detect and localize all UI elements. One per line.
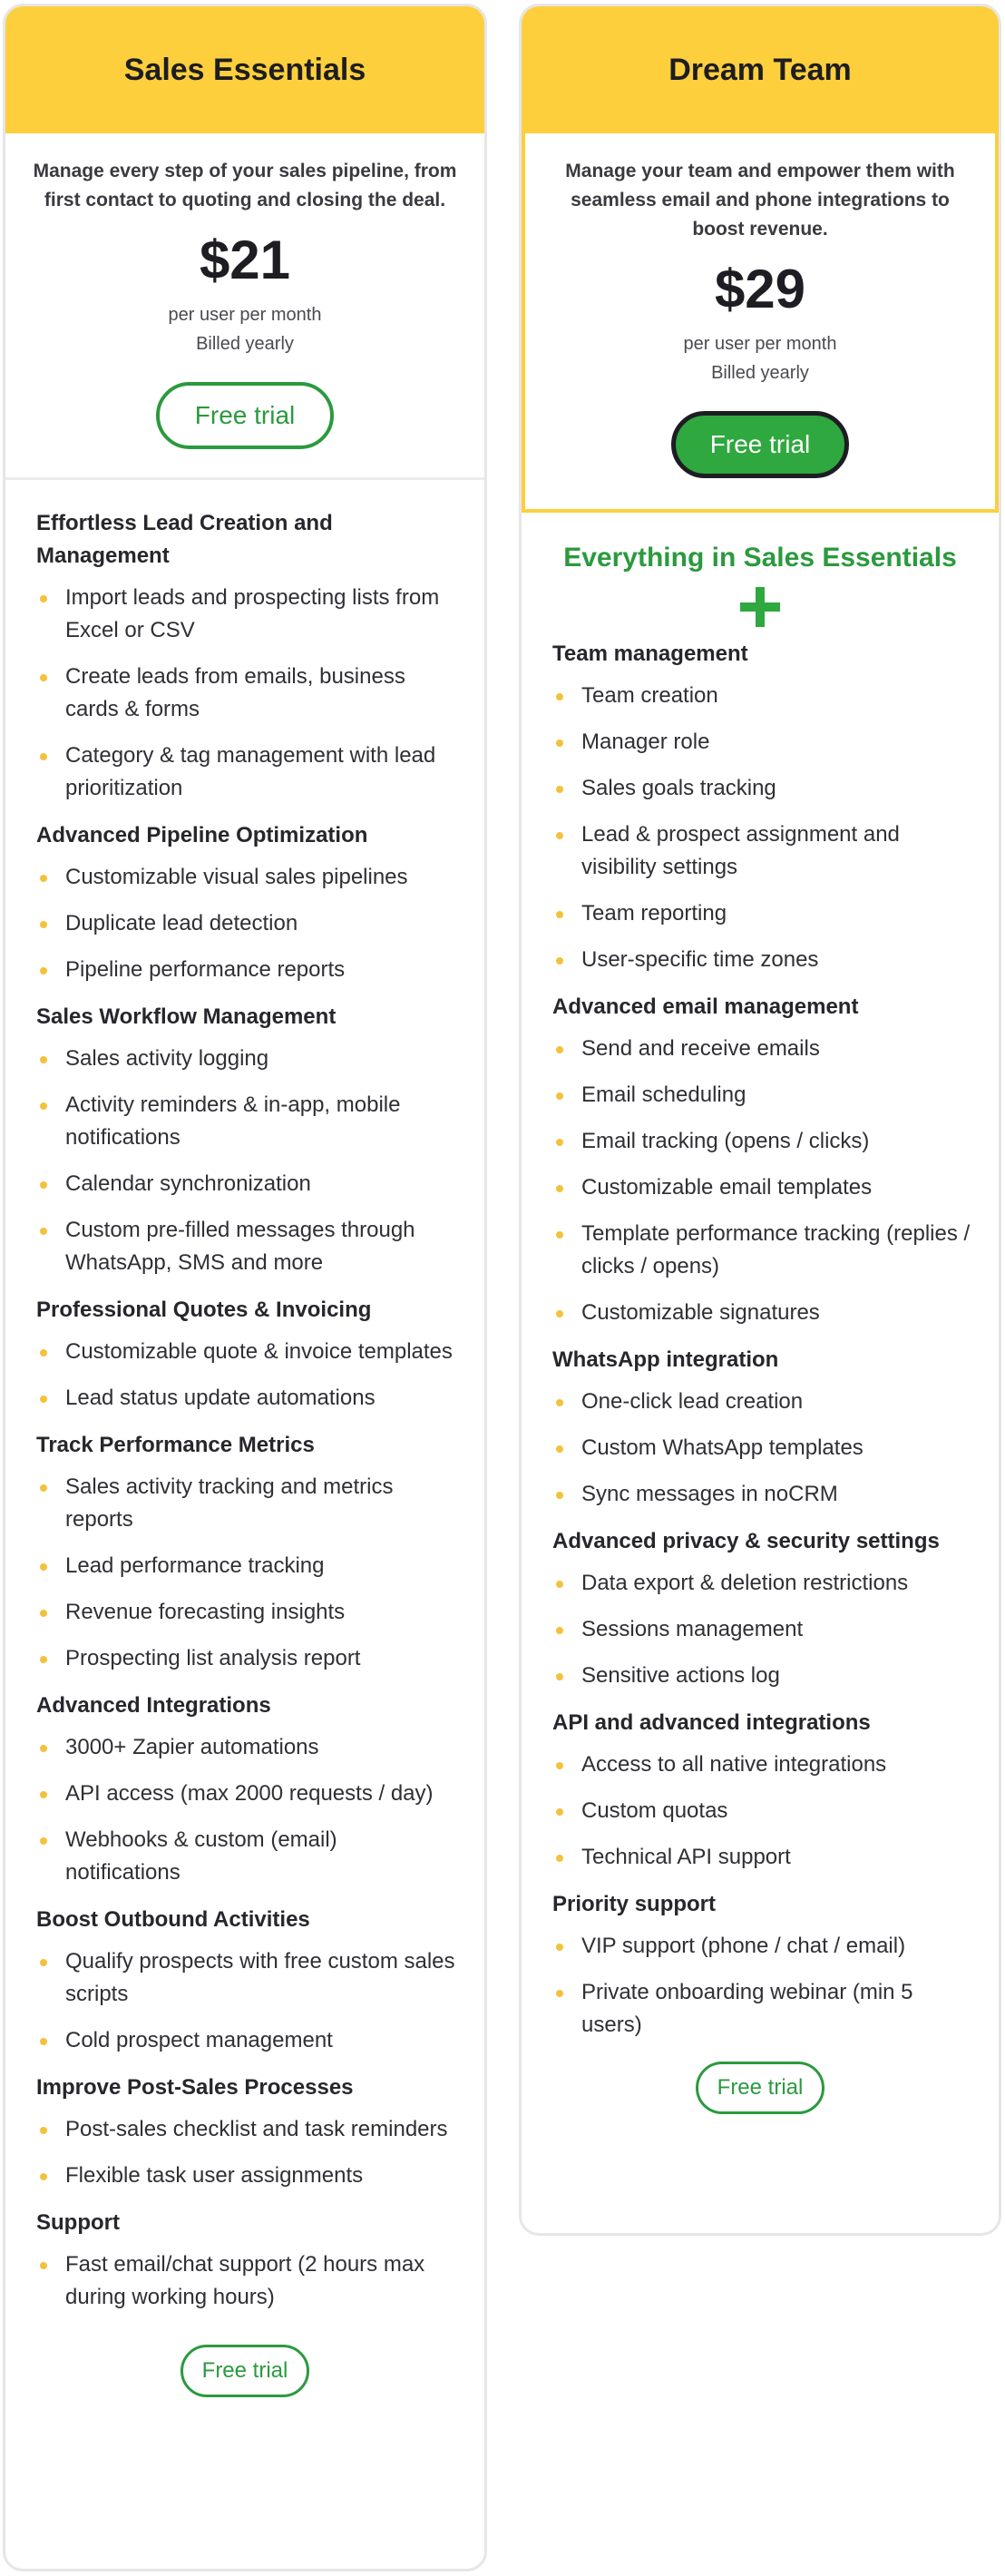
feature-items: [36, 1945, 484, 2057]
feature-items: [36, 582, 484, 805]
feature-section-title: Improve Post-Sales Processes: [36, 2075, 354, 2100]
feature-item: Custom quotas: [552, 1795, 999, 1827]
plan-price: $21: [199, 230, 291, 290]
feature-section: [36, 507, 484, 805]
feature-item: Sessions management: [552, 1613, 999, 1646]
bottom-cta: [5, 2345, 484, 2397]
feature-section: [36, 1429, 484, 1675]
feature-section-title: Effortless Lead Creation and Management: [36, 511, 333, 568]
feature-item: Activity reminders & in-app, mobile notifications: [36, 1089, 484, 1154]
feature-items: [36, 861, 484, 986]
feature-section: [36, 1001, 484, 1279]
free-trial-button[interactable]: Free trial: [671, 411, 849, 478]
feature-item: API access (max 2000 requests / day): [36, 1778, 484, 1810]
billing-period: Billed yearly: [711, 363, 809, 383]
feature-section: [552, 991, 999, 1329]
feature-item: Customizable signatures: [552, 1297, 999, 1329]
feature-item: Import leads and prospecting lists from Excel or CSV: [36, 582, 484, 647]
feature-items: [552, 1386, 999, 1511]
everything-in-sales-essentials: Everything in Sales Essentials: [563, 543, 957, 573]
feature-section: [36, 819, 484, 986]
feature-item: Customizable email templates: [552, 1171, 999, 1204]
feature-item: One-click lead creation: [552, 1386, 999, 1418]
feature-section-title: Advanced privacy & security settings: [552, 1529, 940, 1553]
feature-item: Template performance tracking (replies / clicks / opens): [552, 1218, 999, 1283]
feature-section: [36, 1904, 484, 2057]
feature-section: [36, 1294, 484, 1415]
feature-items: [36, 2113, 484, 2192]
feature-item: Prospecting list analysis report: [36, 1642, 484, 1675]
feature-item: Customizable quote & invoice templates: [36, 1336, 484, 1368]
feature-list: [522, 627, 999, 2042]
feature-section: [552, 1888, 999, 2042]
free-trial-button[interactable]: Free trial: [156, 382, 334, 449]
plan-title: Dream Team: [522, 6, 999, 133]
feature-items: [36, 1731, 484, 1889]
feature-items: [552, 1748, 999, 1874]
feature-items: [36, 1043, 484, 1279]
feature-item: Data export & deletion restrictions: [552, 1567, 999, 1600]
feature-section-title: Team management: [552, 642, 748, 666]
feature-items: [36, 2248, 484, 2314]
feature-item: Flexible task user assignments: [36, 2160, 484, 2192]
feature-item: Qualify prospects with free custom sales scripts: [36, 1945, 484, 2011]
feature-item: Send and receive emails: [552, 1033, 999, 1065]
feature-section: [552, 638, 999, 976]
feature-item: Technical API support: [552, 1841, 999, 1874]
plan-hero: [525, 133, 995, 478]
feature-item: Sensitive actions log: [552, 1660, 999, 1692]
feature-items: [36, 1471, 484, 1675]
feature-items: [552, 1033, 999, 1329]
feature-item: VIP support (phone / chat / email): [552, 1930, 999, 1963]
feature-item: Webhooks & custom (email) notifications: [36, 1824, 484, 1889]
feature-items: [552, 1930, 999, 2042]
feature-section-title: Support: [36, 2210, 120, 2235]
plan-tagline: Manage every step of your sales pipeline, from first contact to quoting and closing the deal.: [33, 161, 457, 211]
plan-title: Sales Essentials: [5, 6, 484, 133]
plan-hero-highlight: [522, 133, 999, 513]
feature-item: Lead performance tracking: [36, 1550, 484, 1582]
feature-items: [552, 1567, 999, 1692]
feature-section-title: API and advanced integrations: [552, 1710, 871, 1735]
feature-item: Email scheduling: [552, 1079, 999, 1112]
feature-item: Custom WhatsApp templates: [552, 1432, 999, 1464]
feature-item: Access to all native integrations: [552, 1748, 999, 1781]
feature-item: Team creation: [552, 680, 999, 712]
feature-item: Cold prospect management: [36, 2024, 484, 2057]
feature-item: Manager role: [552, 726, 999, 759]
feature-item: Category & tag management with lead prioritization: [36, 739, 484, 805]
feature-section: [552, 1707, 999, 1874]
bottom-cta: [522, 2062, 999, 2114]
feature-section: [36, 1690, 484, 1889]
feature-section-title: Boost Outbound Activities: [36, 1907, 310, 1932]
feature-item: Custom pre-filled messages through WhatsApp, SMS and more: [36, 1214, 484, 1279]
plan-card-sales-essentials: [3, 4, 487, 2571]
free-trial-button-bottom[interactable]: Free trial: [696, 2062, 824, 2114]
plan-price: $29: [714, 259, 806, 319]
feature-item: Post-sales checklist and task reminders: [36, 2113, 484, 2146]
feature-section-title: WhatsApp integration: [552, 1347, 779, 1372]
feature-section-title: Advanced email management: [552, 994, 859, 1019]
feature-item: Calendar synchronization: [36, 1168, 484, 1200]
feature-list: [5, 480, 484, 2314]
plan-tagline: Manage your team and empower them with seamless email and phone integrations to boost revenue.: [565, 161, 955, 240]
feature-item: Lead & prospect assignment and visibility settings: [552, 818, 999, 884]
feature-section: [36, 2072, 484, 2192]
feature-item: Email tracking (opens / clicks): [552, 1125, 999, 1158]
feature-item: Fast email/chat support (2 hours max during working hours): [36, 2248, 484, 2314]
feature-item: Sales activity logging: [36, 1043, 484, 1075]
feature-item: Private onboarding webinar (min 5 users): [552, 1976, 999, 2042]
price-unit: per user per month: [683, 334, 837, 354]
price-unit: per user per month: [168, 305, 322, 325]
feature-item: Sales goals tracking: [552, 772, 999, 805]
feature-section: [552, 1525, 999, 1692]
feature-section-title: Priority support: [552, 1892, 717, 1916]
feature-item: Create leads from emails, business cards & forms: [36, 661, 484, 726]
plus-icon: [740, 587, 780, 627]
feature-section-title: Sales Workflow Management: [36, 1004, 337, 1029]
feature-item: Customizable visual sales pipelines: [36, 861, 484, 894]
feature-items: [36, 1336, 484, 1415]
feature-items: [552, 680, 999, 976]
feature-item: 3000+ Zapier automations: [36, 1731, 484, 1764]
billing-period: Billed yearly: [196, 334, 294, 354]
feature-section-title: Advanced Pipeline Optimization: [36, 823, 368, 847]
feature-section-title: Advanced Integrations: [36, 1693, 271, 1718]
feature-item: Lead status update automations: [36, 1382, 484, 1415]
feature-section-title: Track Performance Metrics: [36, 1433, 315, 1457]
feature-item: User-specific time zones: [552, 944, 999, 976]
feature-section: [36, 2207, 484, 2314]
plan-card-dream-team: [519, 4, 1001, 2236]
feature-item: Duplicate lead detection: [36, 907, 484, 940]
feature-item: Sync messages in noCRM: [552, 1478, 999, 1511]
feature-section: [552, 1344, 999, 1511]
feature-item: Pipeline performance reports: [36, 954, 484, 986]
feature-item: Team reporting: [552, 897, 999, 930]
feature-section-title: Professional Quotes & Invoicing: [36, 1298, 372, 1322]
feature-item: Sales activity tracking and metrics reports: [36, 1471, 484, 1536]
free-trial-button-bottom[interactable]: Free trial: [181, 2345, 309, 2397]
plan-hero: [5, 133, 484, 480]
feature-item: Revenue forecasting insights: [36, 1596, 484, 1629]
